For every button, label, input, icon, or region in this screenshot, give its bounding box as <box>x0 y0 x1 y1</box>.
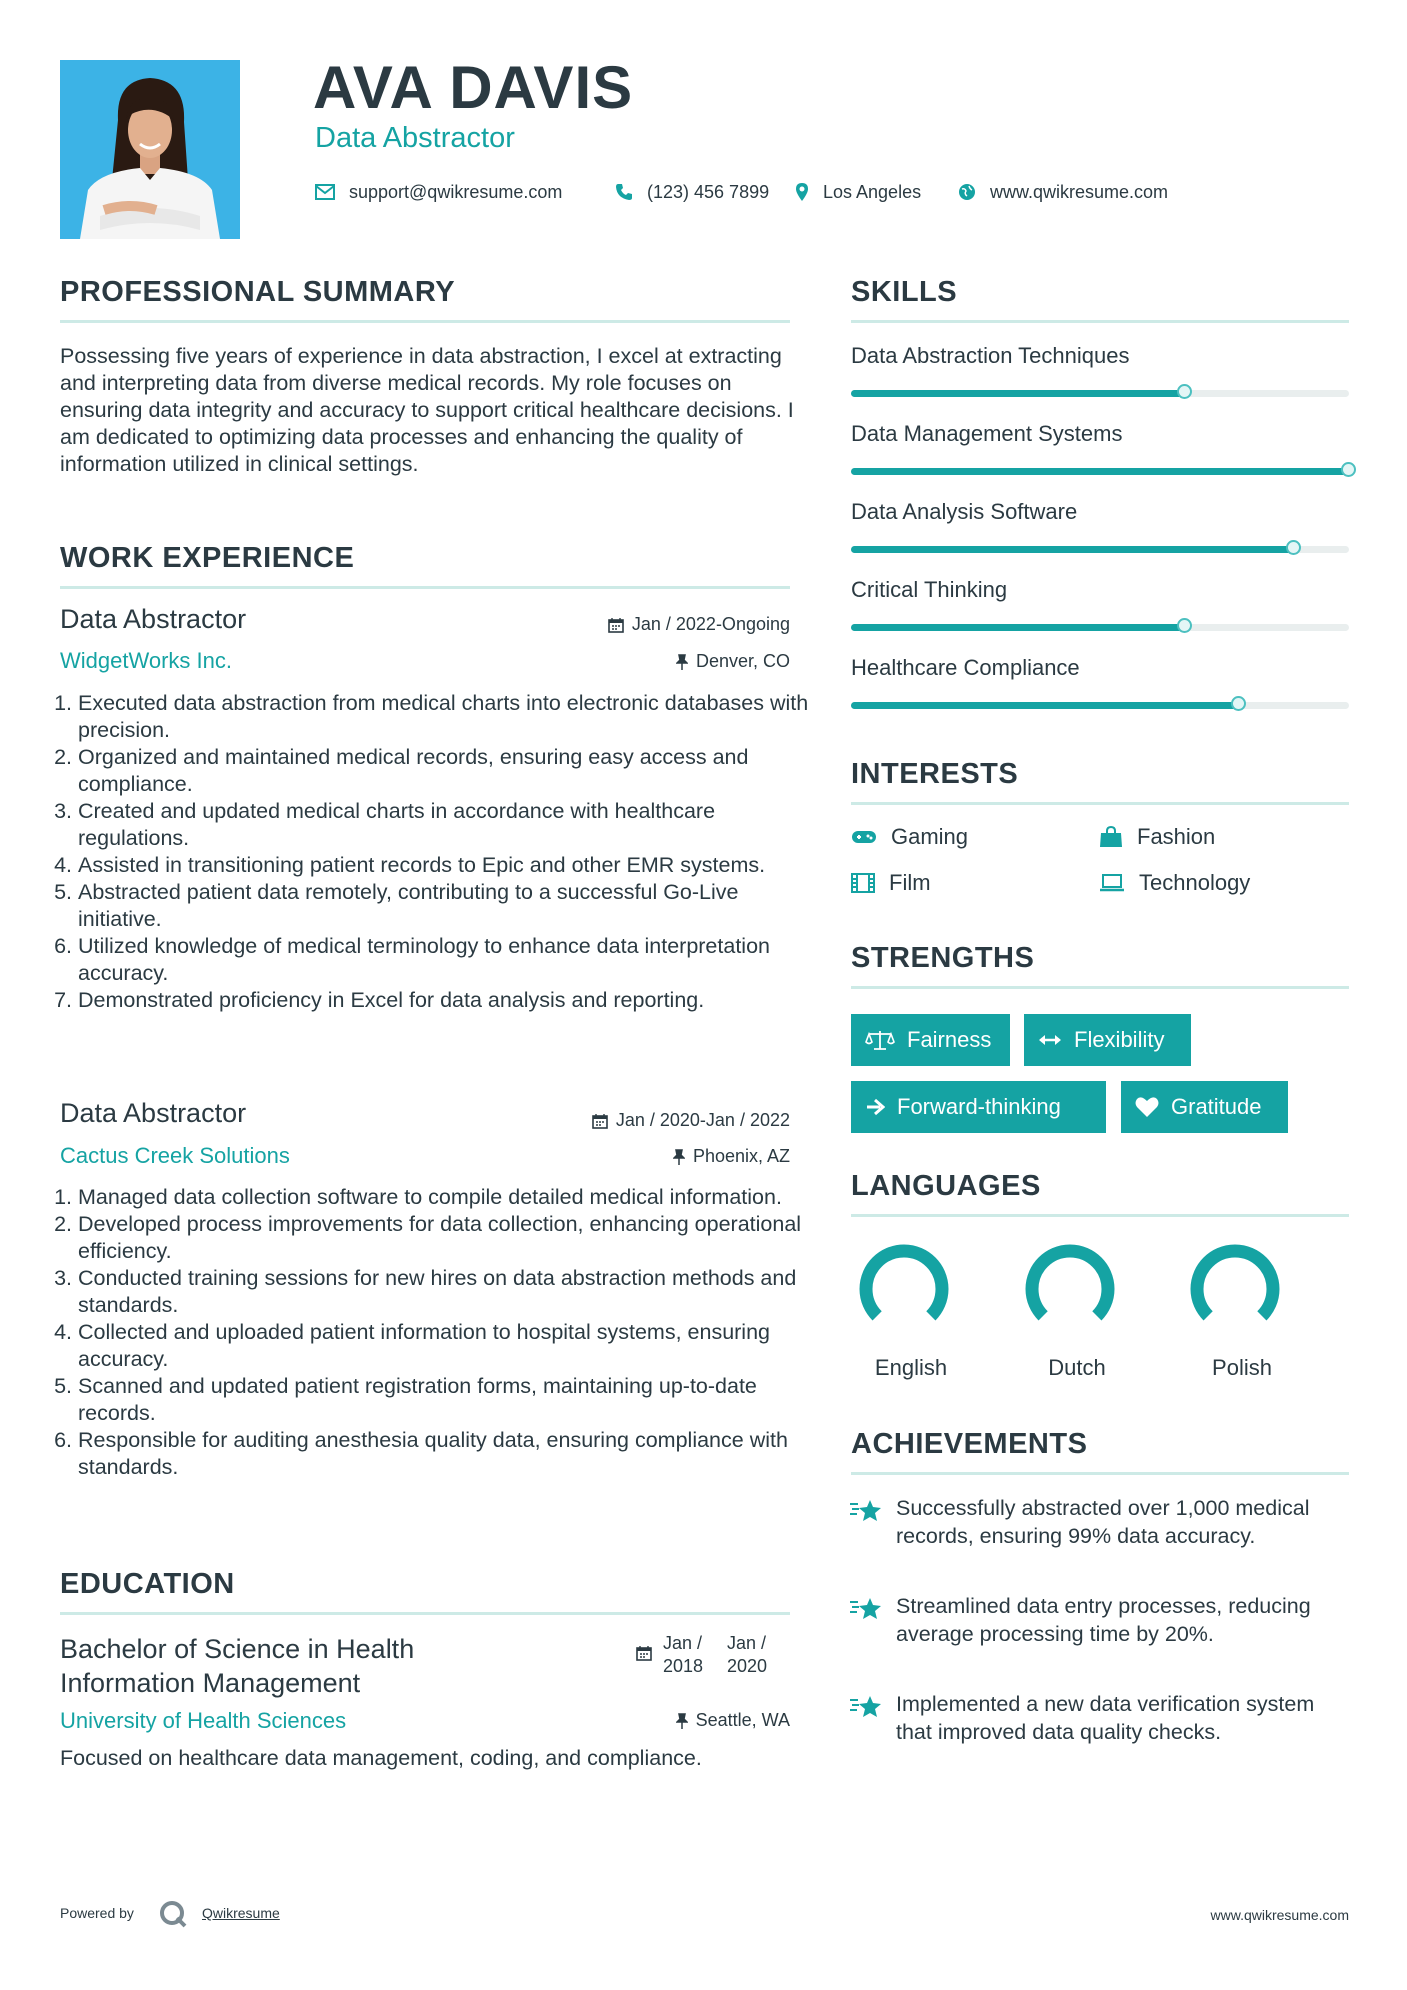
list-item: 3. Conducted training sessions for new hires on data abstraction methods and standards. <box>78 1265 820 1319</box>
degree-line-1: Bachelor of Science in Health <box>60 1634 415 1664</box>
job-date-text: Jan / 2022-Ongoing <box>631 614 790 634</box>
calendar-icon <box>592 1113 608 1129</box>
map-marker-icon <box>795 182 809 202</box>
list-item: 3. Created and updated medical charts in accordance with healthcare regulations. <box>78 798 820 852</box>
envelope-icon <box>315 184 335 200</box>
gamepad-icon <box>851 829 877 845</box>
language-ring-polish <box>1197 1251 1273 1316</box>
summary-text: Possessing five years of experience in data abstraction, I excel at extracting and interpreting data from diverse medical records. My role focuses on ensuring data integrity and accuracy to support critical healthcare decisions. I am dedicated to optimizing data processes and enhancing the quality of information utilized in clinical settings. <box>60 344 794 476</box>
skill-bar-knob <box>1231 696 1246 711</box>
list-item: 6. Responsible for auditing anesthesia quality data, ensuring compliance with standards. <box>78 1427 820 1481</box>
skill-bar-fill <box>851 624 1185 631</box>
contact-phone-text: (123) 456 7899 <box>647 181 770 202</box>
skill-bar-fill <box>851 390 1185 397</box>
job-location-text: Denver, CO <box>695 651 790 671</box>
calendar-icon-wrap <box>636 1645 652 1666</box>
qwikresume-logo-wrap <box>158 1899 188 1934</box>
summary-heading: PROFESSIONAL SUMMARY <box>60 276 456 308</box>
work-divider <box>60 586 790 589</box>
contact-email[interactable] <box>315 178 562 206</box>
skill-bar-fill <box>851 468 1349 475</box>
candidate-name: AVA DAVIS <box>313 54 634 121</box>
contact-website[interactable] <box>958 178 1168 206</box>
education-date-end-1: Jan / <box>727 1633 767 1653</box>
skill-bar <box>851 390 1349 397</box>
education-divider <box>60 1612 790 1615</box>
contact-location <box>795 178 921 206</box>
strength-chip <box>851 1014 1010 1066</box>
shopping-bag-icon <box>1099 826 1123 848</box>
achievement-text: Successfully abstracted over 1,000 medical records, ensuring 99% data accuracy. <box>896 1496 1310 1548</box>
skill-bar-fill <box>851 702 1239 709</box>
education-description: Focused on healthcare data management, coding, and compliance. <box>60 1746 702 1770</box>
school-name: University of Health Sciences <box>60 1708 347 1733</box>
strength-label: Forward-thinking <box>897 1094 1061 1119</box>
skill-name: Data Management Systems <box>851 421 1123 446</box>
skill-bar-knob <box>1177 384 1192 399</box>
job-location-text: Phoenix, AZ <box>692 1146 790 1166</box>
education-heading: EDUCATION <box>60 1568 235 1600</box>
achievements-divider <box>851 1472 1349 1475</box>
star-icon-wrap <box>849 1694 883 1725</box>
list-item: 2. Organized and maintained medical records, ensuring easy access and compliance. <box>78 744 820 798</box>
pushpin-icon <box>676 654 688 670</box>
contact-email-text: support@qwikresume.com <box>349 181 563 202</box>
heart-icon <box>1135 1096 1159 1118</box>
language-ring-english <box>866 1251 942 1316</box>
job-date-text: Jan / 2020-Jan / 2022 <box>615 1110 790 1130</box>
contact-website-text: www.qwikresume.com <box>990 181 1169 202</box>
strengths-heading: STRENGTHS <box>851 942 1035 974</box>
skill-name: Critical Thinking <box>851 577 1008 602</box>
strength-chip <box>1024 1014 1191 1066</box>
interests-heading: INTERESTS <box>851 758 1019 790</box>
language-ring-dutch <box>1032 1251 1108 1316</box>
skills-heading: SKILLS <box>851 276 958 308</box>
job-location <box>676 651 790 672</box>
skill-name: Healthcare Compliance <box>851 655 1080 680</box>
list-item: 1. Executed data abstraction from medical charts into electronic databases with precision. <box>78 690 820 744</box>
degree-title <box>60 1632 414 1700</box>
interest-label: Film <box>889 870 931 895</box>
achievement-text: Streamlined data entry processes, reducing average processing time by 20%. <box>896 1594 1311 1646</box>
degree-line-2: Information Management <box>60 1668 361 1698</box>
job-title: Data Abstractor <box>60 1098 247 1128</box>
interest-label: Technology <box>1139 870 1251 895</box>
candidate-title: Data Abstractor <box>315 122 515 154</box>
calendar-icon <box>608 617 624 633</box>
job-location <box>673 1146 790 1167</box>
skill-name: Data Analysis Software <box>851 499 1078 524</box>
star-icon-wrap <box>849 1498 883 1529</box>
interests-divider <box>851 802 1349 805</box>
education-date-end <box>727 1632 767 1678</box>
footer-website[interactable]: www.qwikresume.com <box>1210 1907 1349 1923</box>
work-heading: WORK EXPERIENCE <box>60 542 355 574</box>
achievement-text: Implemented a new data verification system that improved data quality checks. <box>896 1692 1315 1744</box>
pushpin-icon <box>676 1713 688 1729</box>
language-rings <box>851 1236 1351 1346</box>
balance-scale-icon <box>865 1029 895 1051</box>
job-bullets <box>53 690 820 1014</box>
education-date-start-1: Jan / <box>663 1633 703 1653</box>
interest-label: Fashion <box>1137 824 1216 849</box>
interest-item <box>1099 870 1250 896</box>
education-date-start <box>663 1632 703 1678</box>
skill-name: Data Abstraction Techniques <box>851 343 1130 368</box>
film-icon <box>851 873 875 893</box>
star-icon-wrap <box>849 1596 883 1627</box>
skill-bar <box>851 468 1349 475</box>
list-item: 4. Collected and uploaded patient information to hospital systems, ensuring accuracy. <box>78 1319 820 1373</box>
skill-bar-fill <box>851 546 1294 553</box>
skill-bar-knob <box>1177 618 1192 633</box>
job-date <box>608 614 790 635</box>
skill-bar <box>851 546 1349 553</box>
education-date-start-2: 2018 <box>663 1656 704 1676</box>
languages-heading: LANGUAGES <box>851 1170 1041 1202</box>
summary-divider <box>60 320 790 323</box>
list-item: 4. Assisted in transitioning patient records to Epic and other EMR systems. <box>78 852 820 879</box>
powered-by-label: Powered by <box>60 1905 134 1921</box>
job-title: Data Abstractor <box>60 604 247 634</box>
skill-bar-knob <box>1286 540 1301 555</box>
qwikresume-logo-icon <box>158 1899 188 1929</box>
list-item: 2. Developed process improvements for data collection, enhancing operational efficiency. <box>78 1211 820 1265</box>
job-bullets <box>53 1184 820 1481</box>
phone-icon <box>615 183 633 201</box>
list-item: 1. Managed data collection software to compile detailed medical information. <box>78 1184 820 1211</box>
list-item: 6. Utilized knowledge of medical terminology to enhance data interpretation accuracy. <box>78 933 820 987</box>
job-company: Cactus Creek Solutions <box>60 1143 290 1168</box>
shooting-star-icon <box>849 1596 883 1622</box>
job-company: WidgetWorks Inc. <box>60 648 232 673</box>
calendar-icon <box>636 1645 652 1661</box>
pushpin-icon <box>673 1149 685 1165</box>
skill-bar <box>851 702 1349 709</box>
strength-chip <box>851 1081 1106 1133</box>
skills-divider <box>851 320 1349 323</box>
languages-divider <box>851 1214 1349 1217</box>
strengths-divider <box>851 986 1349 989</box>
education-date-end-2: 2020 <box>727 1656 768 1676</box>
interest-item <box>851 824 968 850</box>
skill-bar <box>851 624 1349 631</box>
shooting-star-icon <box>849 1694 883 1720</box>
interest-item <box>1099 824 1215 850</box>
job-date <box>592 1110 790 1131</box>
contact-phone[interactable] <box>615 178 769 206</box>
language-label: Polish <box>1212 1355 1272 1380</box>
achievements-heading: ACHIEVEMENTS <box>851 1428 1088 1460</box>
list-item: 5. Scanned and updated patient registration forms, maintaining up-to-date records. <box>78 1373 820 1427</box>
school-location-text: Seattle, WA <box>695 1710 790 1730</box>
profile-photo-illustration <box>60 60 240 239</box>
strength-label: Gratitude <box>1171 1094 1262 1119</box>
language-label: English <box>874 1355 948 1380</box>
qwikresume-link[interactable]: Qwikresume <box>202 1905 280 1921</box>
arrows-horizontal-icon <box>1038 1033 1062 1047</box>
strength-label: Fairness <box>907 1027 992 1052</box>
list-item: 5. Abstracted patient data remotely, contributing to a successful Go-Live initiative. <box>78 879 820 933</box>
strength-chip <box>1121 1081 1288 1133</box>
contact-location-text: Los Angeles <box>823 181 922 202</box>
school-location <box>676 1710 790 1731</box>
language-label: Dutch <box>1048 1355 1106 1380</box>
globe-icon <box>958 183 976 201</box>
interest-item <box>851 870 931 896</box>
arrow-right-icon <box>865 1098 885 1116</box>
list-item: 7. Demonstrated proficiency in Excel for data analysis and reporting. <box>78 987 820 1014</box>
profile-photo <box>60 60 240 239</box>
strength-label: Flexibility <box>1074 1027 1165 1052</box>
skill-bar-knob <box>1341 462 1356 477</box>
shooting-star-icon <box>849 1498 883 1524</box>
laptop-icon <box>1099 874 1125 892</box>
interest-label: Gaming <box>891 824 969 849</box>
